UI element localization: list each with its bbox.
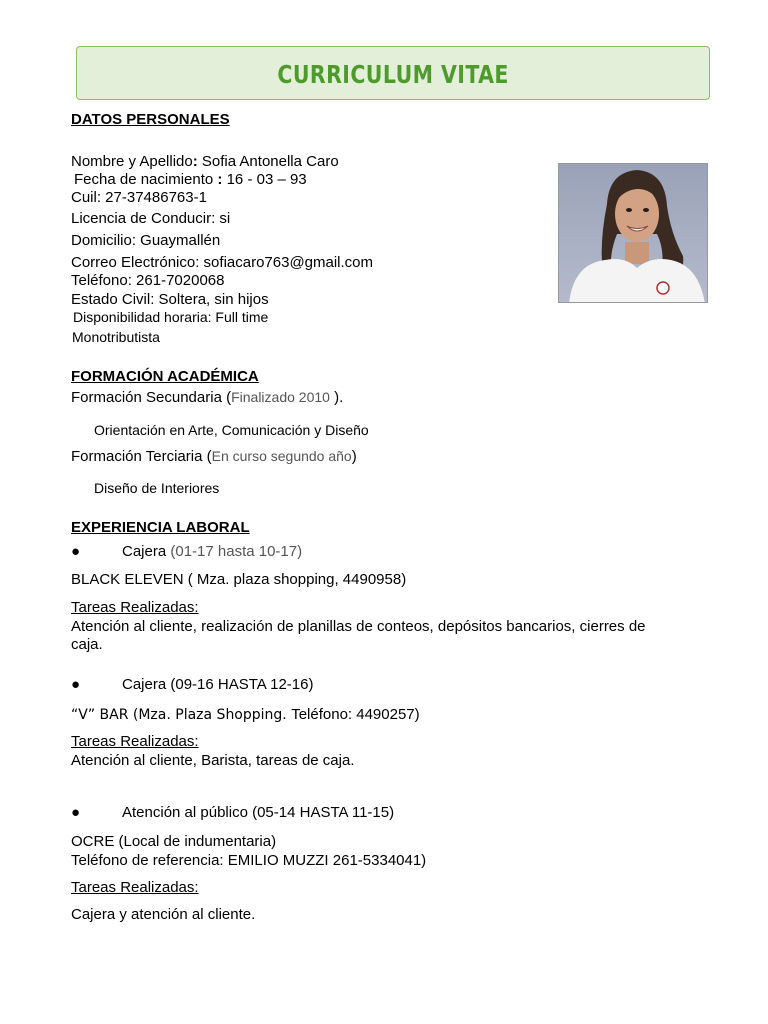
tertiary-education-line: [71, 447, 357, 466]
job-2-tasks: Atención al cliente, Barista, tareas de caja.: [71, 752, 355, 769]
phone-line: Teléfono: 261-7020068: [71, 272, 225, 289]
profile-photo: [558, 163, 708, 303]
job-2-tasks-label: Tareas Realizadas:: [71, 733, 199, 750]
job-3-bullet: ●: [71, 804, 81, 821]
job-3-tasks: Cajera y atención al cliente.: [71, 906, 256, 923]
name-line: [71, 153, 339, 171]
job-3-title: Atención al público (05-14 HASTA 11-15): [122, 804, 395, 821]
tertiary-status: En curso segundo año: [211, 448, 352, 464]
job-2-company-prefix: “V” BAR (Mza. Plaza Shopping.: [71, 707, 292, 723]
tertiary-label: Formación Terciaria (: [71, 448, 212, 465]
job-1-company: BLACK ELEVEN ( Mza. plaza shopping, 4490958): [71, 571, 407, 588]
job-2-company-phone: Teléfono: 4490257): [291, 706, 420, 723]
name-label: Nombre y Apellido: [71, 153, 193, 170]
name-colon: :: [192, 153, 198, 170]
job-1-tasks-label: Tareas Realizadas:: [71, 599, 199, 616]
name-value: Sofia Antonella Caro: [197, 153, 339, 170]
availability-line: Disponibilidad horaria: Full time: [73, 309, 269, 325]
tax-status-line: Monotributista: [72, 329, 160, 345]
birth-colon: :: [217, 171, 223, 188]
cuil-line: Cuil: 27-37486763-1: [71, 189, 207, 206]
tertiary-program: Diseño de Interiores: [94, 480, 220, 496]
job-3-reference: Teléfono de referencia: EMILIO MUZZI 261-5334041): [71, 852, 427, 869]
job-2-title: Cajera (09-16 HASTA 12-16): [122, 676, 314, 693]
license-line: Licencia de Conducir: si: [71, 210, 231, 227]
section-heading-experience: EXPERIENCIA LABORAL: [71, 519, 250, 536]
job-1-tasks-line-2: caja.: [71, 636, 103, 653]
title-banner: [76, 46, 710, 100]
portrait-illustration: [559, 164, 708, 303]
birth-label: Fecha de nacimiento: [74, 171, 218, 188]
job-3-company: OCRE (Local de indumentaria): [71, 833, 277, 850]
secondary-label: Formación Secundaria (: [71, 389, 232, 406]
birth-line: [74, 171, 307, 189]
secondary-status: Finalizado 2010: [231, 389, 330, 405]
secondary-close: ).: [329, 389, 344, 406]
email-line: Correo Electrónico: sofiacaro763@gmail.com: [71, 254, 374, 271]
civil-status-line: Estado Civil: Soltera, sin hijos: [71, 291, 269, 308]
job-1-role: Cajera: [122, 543, 171, 560]
section-heading-personal: DATOS PERSONALES: [71, 111, 230, 128]
job-3-tasks-label: Tareas Realizadas:: [71, 879, 199, 896]
section-heading-education: FORMACIÓN ACADÉMICA: [71, 368, 259, 385]
job-1-dates: (01-17 hasta 10-17): [170, 543, 303, 560]
job-2-bullet: ●: [71, 676, 81, 693]
secondary-education-line: [71, 388, 343, 407]
job-1-tasks-line-1: Atención al cliente, realización de planillas de conteos, depósitos bancarios, cierres de: [71, 618, 646, 635]
tertiary-close: ): [351, 448, 357, 465]
job-1-title: [122, 543, 302, 561]
job-2-company: [71, 706, 420, 724]
job-1-bullet: ●: [71, 543, 81, 560]
page-title: CURRICULUM VITAE: [277, 59, 509, 89]
secondary-orientation: Orientación en Arte, Comunicación y Diseño: [94, 422, 369, 438]
address-line: Domicilio: Guaymallén: [71, 232, 221, 249]
birth-value: 16 - 03 – 93: [222, 171, 307, 188]
